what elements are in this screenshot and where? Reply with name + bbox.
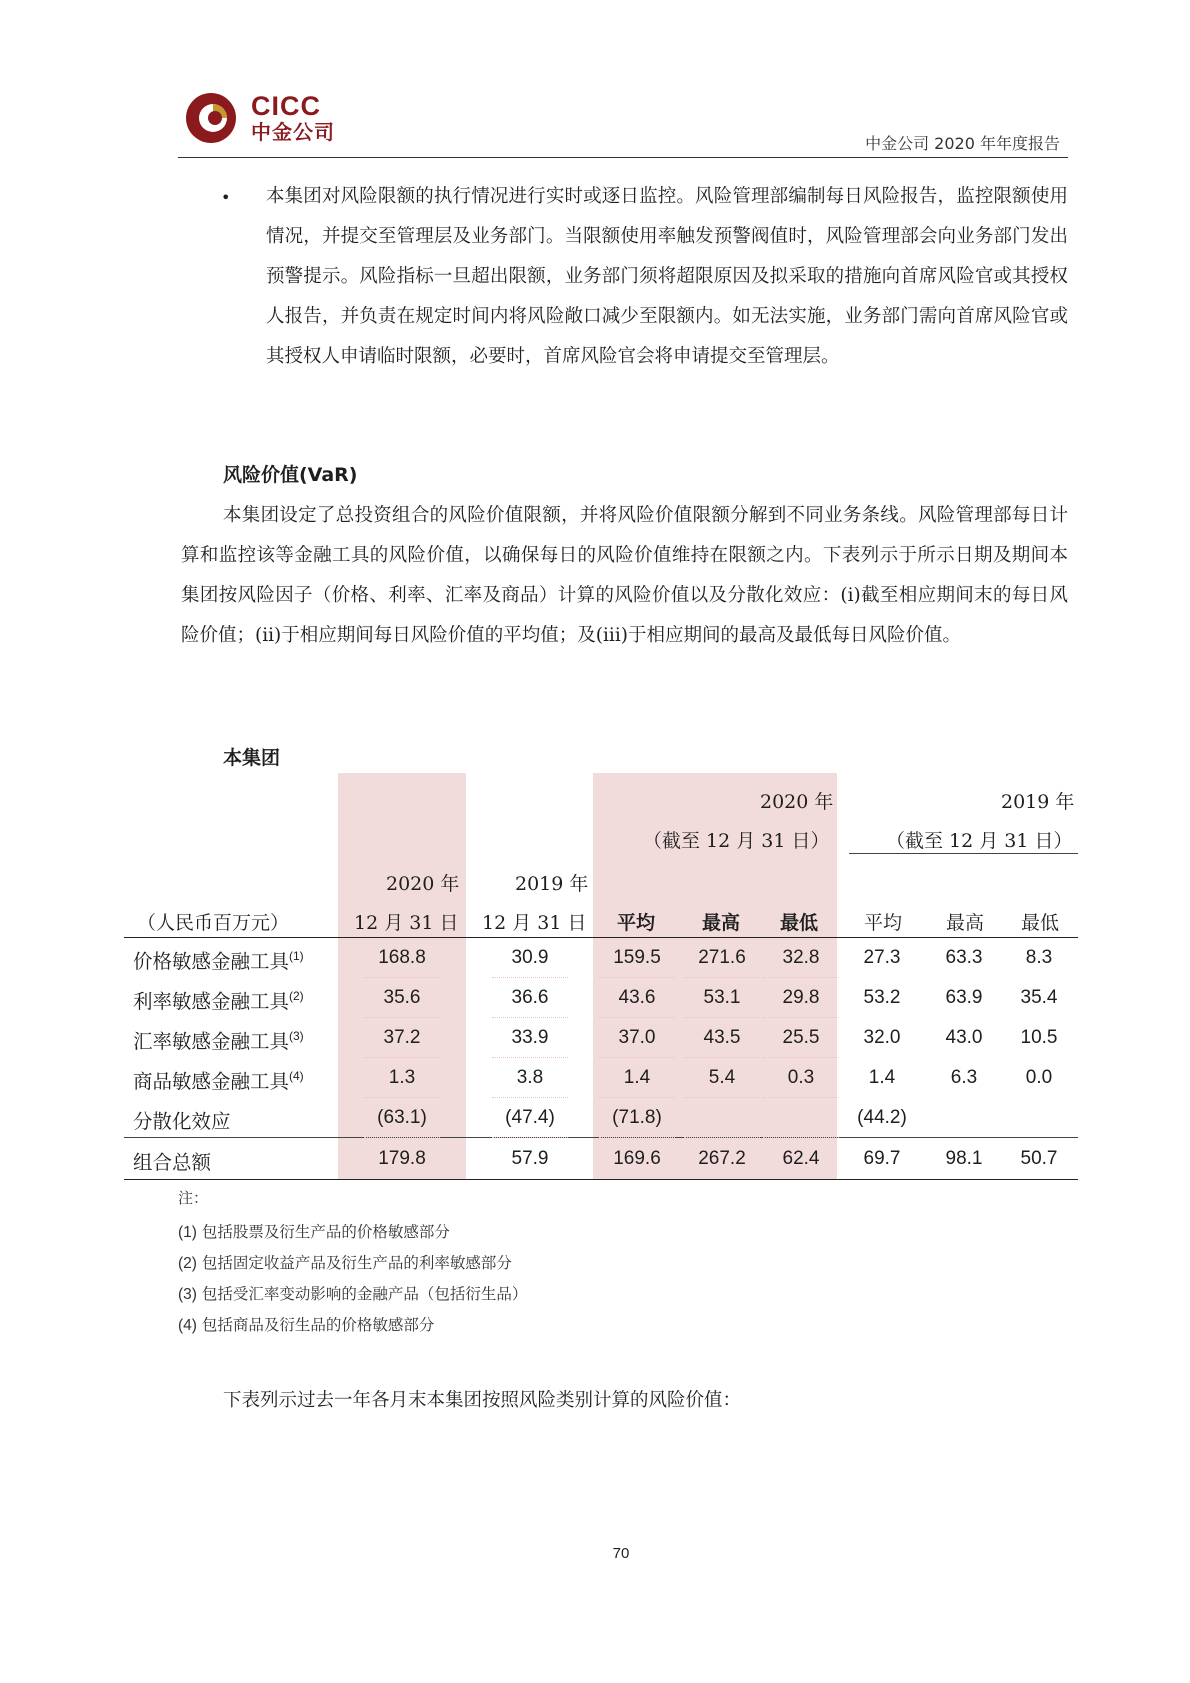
note-item	[178, 1282, 527, 1304]
cell-underline	[364, 1097, 440, 1098]
header-2020-low: 最低	[780, 912, 819, 934]
note-text: 包括商品及衍生品的价格敏感部分	[201, 1316, 435, 1334]
cell-underline	[599, 1097, 675, 1098]
closing-sentence: 下表列示过去一年各月末本集团按照风险类别计算的风险价值：	[223, 1390, 742, 1411]
table-cell: 6.3	[950, 1067, 978, 1088]
cell-underline	[364, 1017, 440, 1018]
cell-underline	[763, 1137, 839, 1138]
header-2019-low: 最低	[1021, 912, 1060, 934]
row-label	[133, 1147, 211, 1175]
table-cell: 267.2	[698, 1148, 746, 1169]
var-paragraph: 本集团设定了总投资组合的风险价值限额，并将风险价值限额分解到不同业务条线。风险管理部每日计算和监控该等金融工具的风险价值，以确保每日的风险价值维持在限额之内。下表列示于所示日期及期间本集团按风险因子（价格、利率、汇率及商品）计算的风险价值以及分散化效应：(i)截至相应期间末的每日风险价值；(ii)于相应期间每日风险价值的平均值；及(iii)于相应期间的最高及最低每日风险价值。	[181, 505, 1068, 646]
table-cell: 53.1	[703, 987, 741, 1008]
table-cell: 159.5	[613, 947, 661, 968]
cell-underline	[599, 1057, 675, 1058]
table-cell: 37.2	[383, 1027, 421, 1048]
logo-text-cn: 中金公司	[251, 120, 335, 144]
cell-underline	[763, 1097, 839, 1098]
table-cell: (71.8)	[612, 1107, 662, 1128]
table-cell: 25.5	[782, 1027, 820, 1048]
note-key: (3)	[178, 1286, 197, 1303]
row-label	[133, 1066, 304, 1094]
table-cell: 0.3	[787, 1067, 815, 1088]
cell-underline	[492, 1057, 568, 1058]
table-cell: 1.4	[623, 1067, 651, 1088]
table-cell: 43.5	[703, 1027, 741, 1048]
cell-underline	[684, 1017, 760, 1018]
footnote-marker: (2)	[289, 989, 304, 1003]
table-cell: 33.9	[511, 1027, 549, 1048]
bullet-icon: •	[221, 188, 231, 207]
footnote-marker: (4)	[289, 1069, 304, 1083]
section-title-var: 风险价值(VaR)	[223, 464, 358, 486]
row-label	[133, 986, 304, 1014]
logo-text-en: CICC	[251, 91, 321, 121]
table-cell: 37.0	[618, 1027, 656, 1048]
note-key: (1)	[178, 1224, 197, 1241]
table-cell: 57.9	[511, 1148, 549, 1169]
header-unit: （人民币百万元）	[137, 912, 290, 934]
table-cell: 179.8	[378, 1148, 426, 1169]
cell-underline	[684, 1137, 760, 1138]
table-cell: (63.1)	[377, 1107, 427, 1128]
table-cell: 271.6	[698, 947, 746, 968]
row-label	[133, 1026, 304, 1054]
cicc-logo-mark-icon	[185, 92, 237, 144]
table-cell: 10.5	[1020, 1027, 1058, 1048]
table-cell: (47.4)	[505, 1107, 555, 1128]
cell-underline	[599, 1017, 675, 1018]
table-cell: 43.6	[618, 987, 656, 1008]
table-cell: 1.4	[868, 1067, 896, 1088]
row-label	[133, 1106, 231, 1134]
table-cell: 0.0	[1025, 1067, 1053, 1088]
header-2019-high: 最高	[946, 912, 985, 934]
table-cell: 169.6	[613, 1148, 661, 1169]
row-label-text: 汇率敏感金融工具	[133, 1030, 290, 1053]
table-cell: 30.9	[511, 947, 549, 968]
table-cell: 36.6	[511, 987, 549, 1008]
note-key: (4)	[178, 1317, 197, 1334]
table-cell: 35.6	[383, 987, 421, 1008]
header-2020-period-sub: （截至 12 月 31 日）	[643, 830, 830, 852]
note-key: (2)	[178, 1255, 197, 1272]
table-cell: 168.8	[378, 947, 426, 968]
cell-underline	[364, 977, 440, 978]
cell-underline	[599, 1137, 675, 1138]
table-cell: 63.3	[945, 947, 983, 968]
page-number: 70	[612, 1545, 630, 1562]
notes-title: 注：	[178, 1189, 209, 1207]
table-cell: 8.3	[1025, 947, 1053, 968]
header-2020-avg: 平均	[617, 912, 656, 934]
rule-2019-period	[849, 853, 1078, 854]
cell-underline	[492, 1097, 568, 1098]
header-2020-period-year: 2020 年	[760, 791, 834, 813]
table-cell: 27.3	[863, 947, 901, 968]
header-2020-date: 12 月 31 日	[354, 912, 459, 934]
report-title: 中金公司 2020 年年度报告	[865, 134, 1060, 153]
header-2020-year: 2020 年	[386, 873, 460, 895]
cicc-logo	[185, 92, 385, 152]
footnote-marker: (1)	[289, 949, 304, 963]
cell-underline	[492, 1017, 568, 1018]
cell-underline	[492, 1137, 568, 1138]
cell-underline	[364, 1137, 440, 1138]
table-cell: 63.9	[945, 987, 983, 1008]
header-2019-date: 12 月 31 日	[482, 912, 587, 934]
table-cell: 98.1	[945, 1148, 983, 1169]
table-cell: 43.0	[945, 1027, 983, 1048]
header-2019-period-sub: （截至 12 月 31 日）	[886, 830, 1073, 852]
table-cell: 69.7	[863, 1148, 901, 1169]
cell-underline	[763, 977, 839, 978]
table-cell: 50.7	[1020, 1148, 1058, 1169]
note-text: 包括固定收益产品及衍生产品的利率敏感部分	[201, 1254, 512, 1272]
cell-underline	[684, 1097, 760, 1098]
note-text: 包括股票及衍生产品的价格敏感部分	[201, 1223, 450, 1241]
row-label-text: 商品敏感金融工具	[133, 1070, 290, 1093]
row-label-text: 组合总额	[133, 1151, 212, 1174]
header-2019-period-year: 2019 年	[1001, 791, 1075, 813]
table-cell: 3.8	[516, 1067, 544, 1088]
row-label	[133, 946, 304, 974]
cell-underline	[492, 977, 568, 978]
cell-underline	[763, 1017, 839, 1018]
table-cell: 1.3	[388, 1067, 416, 1088]
row-label-text: 分散化效应	[133, 1110, 231, 1133]
table-cell: 62.4	[782, 1148, 820, 1169]
rule-table-bottom	[124, 1179, 1078, 1180]
table-cell: (44.2)	[857, 1107, 907, 1128]
cell-underline	[364, 1057, 440, 1058]
risk-limit-paragraph: 本集团对风险限额的执行情况进行实时或逐日监控。风险管理部编制每日风险报告，监控限额使用情况，并提交至管理层及业务部门。当限额使用率触发预警阀值时，风险管理部会向业务部门发出预警提示。风险指标一旦超出限额，业务部门须将超限原因及拟采取的措施向首席风险官或其授权人报告，并负责在规定时间内将风险敞口减少至限额内。如无法实施，业务部门需向首席风险官或其授权人申请临时限额，必要时，首席风险官会将申请提交至管理层。	[266, 186, 1068, 367]
cell-underline	[684, 1057, 760, 1058]
footnote-marker: (3)	[289, 1029, 304, 1043]
row-label-text: 利率敏感金融工具	[133, 990, 290, 1013]
table-cell: 32.0	[863, 1027, 901, 1048]
table-cell: 5.4	[708, 1067, 736, 1088]
table-cell: 29.8	[782, 987, 820, 1008]
row-label-text: 价格敏感金融工具	[133, 950, 290, 973]
header-2019-avg: 平均	[864, 912, 903, 934]
header-2019-year: 2019 年	[515, 873, 589, 895]
note-item	[178, 1251, 512, 1273]
rule-header-bottom	[124, 937, 1078, 938]
header-divider	[178, 157, 1068, 158]
header-2020-high: 最高	[702, 912, 741, 934]
note-item	[178, 1220, 450, 1242]
note-text: 包括受汇率变动影响的金融产品（包括衍生品）	[201, 1285, 528, 1303]
cell-underline	[763, 1057, 839, 1058]
table-cell: 35.4	[1020, 987, 1058, 1008]
table-group-title: 本集团	[223, 747, 281, 769]
cell-underline	[599, 977, 675, 978]
table-cell: 53.2	[863, 987, 901, 1008]
note-item	[178, 1313, 434, 1335]
cell-underline	[684, 977, 760, 978]
table-cell: 32.8	[782, 947, 820, 968]
